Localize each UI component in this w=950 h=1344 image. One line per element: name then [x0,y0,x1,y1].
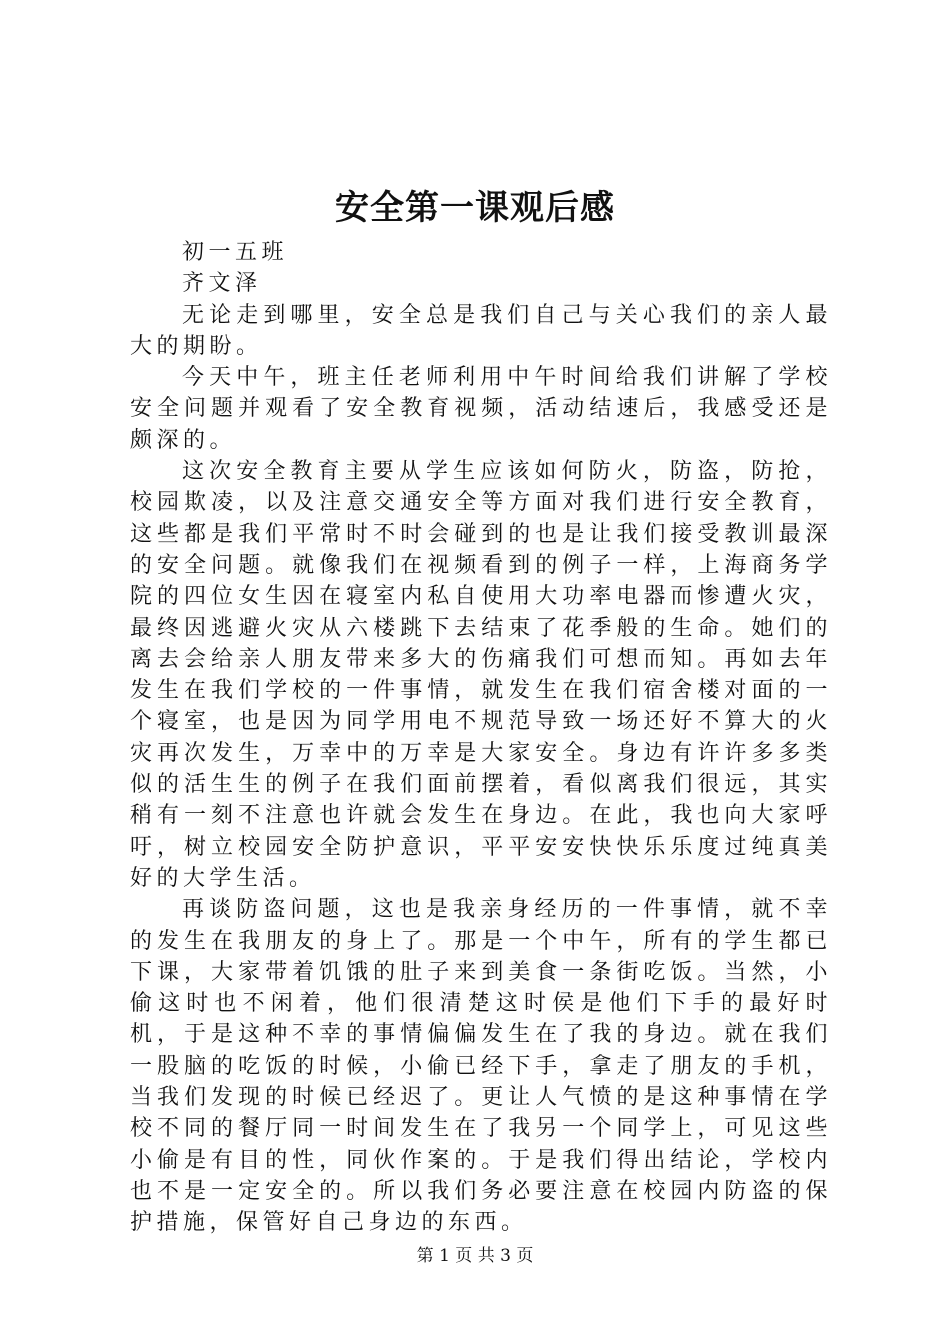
paragraph-2: 今天中午，班主任老师利用中午时间给我们讲解了学校安全问题并观看了安全教育视频，活动结速后，我感受还是颇深的。 [130,365,832,453]
class-name-line: 初一五班 [182,240,289,265]
paragraph-3: 这次安全教育主要从学生应该如何防火，防盗，防抢，校园欺凌，以及注意交通安全等方面对我们进行安全教育，这些都是我们平常时不时会碰到的也是让我们接受教训最深的安全问题。就像我们在视频看到的例子一样，上海商务学院的四位女生因在寝室内私自使用大功率电器而惨遭火灾，最终因逃避火灾从六楼跳下去结束了花季般的生命。她们的离去会给亲人朋友带来多大的伤痛我们可想而知。再如去年发生在我们学校的一件事情，就发生在我们宿舍楼对面的一个寝室，也是因为同学用电不规范导致一场还好不算大的火灾再次发生，万幸中的万幸是大家安全。身边有许许多多类似的活生生的例子在我们面前摆着，看似离我们很远，其实稍有一刻不注意也许就会发生在身边。在此，我也向大家呼吁，树立校园安全防护意识，平平安安快快乐乐度过纯真美好的大学生活。 [130,459,832,891]
document-body [130,237,832,1239]
document-title: 安全第一课观后感 [335,188,615,228]
page-number-footer: 第 1 页 共 3 页 [416,1246,534,1266]
paragraph-4: 再谈防盗问题，这也是我亲身经历的一件事情，就不幸的发生在我朋友的身上了。那是一个中午，所有的学生都已下课，大家带着饥饿的肚子来到美食一条街吃饭。当然，小偷这时也不闲着，他们很清楚这时侯是他们下手的最好时机，于是这种不幸的事情偏偏发生在了我的身边。就在我们一股脑的吃饭的时候，小偷已经下手，拿走了朋友的手机，当我们发现的时候已经迟了。更让人气愤的是这种事情在学校不同的餐厅同一时间发生在了我另一个同学上，可见这些小偷是有目的性，同伙作案的。于是我们得出结论，学校内也不是一定安全的。所以我们务必要注意在校园内防盗的保护措施，保管好自己身边的东西。 [130,897,832,1236]
paragraph-1: 无论走到哪里，安全总是我们自己与关心我们的亲人最大的期盼。 [130,302,832,359]
author-line: 齐文泽 [182,271,262,297]
